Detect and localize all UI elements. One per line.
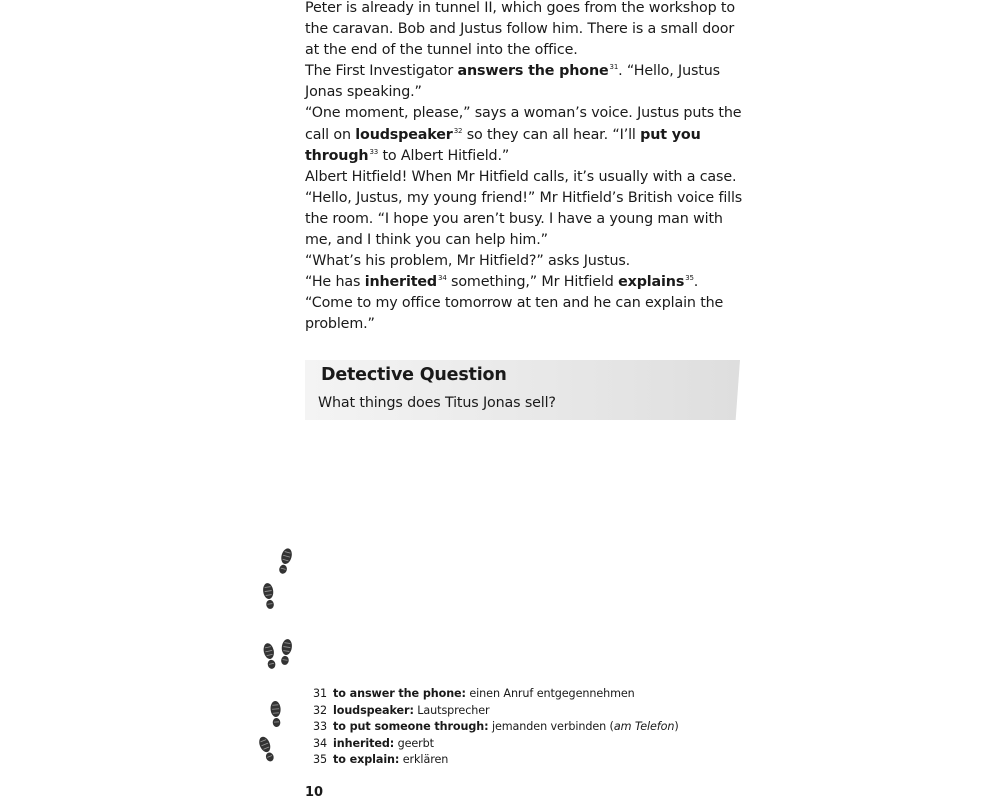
glossary-number: 35 (313, 753, 328, 767)
text-run: something,” Mr Hitfield (446, 274, 619, 291)
paragraph-4: Albert Hitfield! When Mr Hitfield calls, it’s usually with a case. (305, 168, 737, 185)
detective-question-text: What things does Titus Jonas sell? (318, 395, 556, 411)
text-run: . “Come to my office tomorrow at ten and he can explain the problem.” (305, 274, 724, 333)
glossary-translation: jemanden verbinden ( (488, 720, 614, 734)
glossary (313, 686, 743, 769)
glossary-row (313, 719, 743, 736)
footnote-ref: 33 (369, 147, 379, 156)
story-text (305, 0, 743, 336)
paragraph-6: “What’s his problem, Mr Hitfield?” asks Justus. (305, 253, 631, 270)
glossary-term: put you through (305, 126, 701, 164)
glossary-number: 32 (313, 703, 328, 717)
glossary-term: answers the phone (457, 63, 609, 80)
page-number: 10 (305, 785, 324, 800)
glossary-number: 33 (313, 720, 328, 734)
text-run: The First Investigator (305, 63, 458, 80)
glossary-translation: geerbt (394, 736, 434, 750)
text-run: so they can all hear. “I’ll (462, 126, 641, 143)
paragraph-7 (305, 272, 743, 335)
footnote-ref: 34 (438, 274, 447, 283)
paragraph-5: “Hello, Justus, my young friend!” Mr Hitfield’s British voice fills the room. “I hope you aren’t busy. I have a young man with me, and I think you can help him.” (305, 189, 743, 249)
glossary-term: explains (618, 274, 685, 291)
text-run: “He has (305, 274, 365, 291)
glossary-row (313, 736, 743, 753)
glossary-row (313, 703, 743, 720)
glossary-row (313, 686, 743, 703)
glossary-translation: erklären (399, 753, 449, 767)
text-run: “One moment, please,” says a woman’s voice. Justus puts the call on (305, 105, 742, 143)
glossary-note-close: ) (674, 720, 679, 734)
glossary-number: 34 (313, 736, 328, 750)
footprints-icon (252, 540, 302, 772)
text-run: . “Hello, Justus Jonas speaking.” (305, 63, 720, 101)
footnote-ref: 35 (685, 274, 694, 283)
glossary-term: to put someone through: (333, 720, 489, 734)
paragraph-2 (305, 61, 743, 103)
text-run: to Albert Hitfield.” (378, 147, 510, 164)
glossary-term: loudspeaker: (333, 703, 414, 717)
footnote-ref: 31 (609, 63, 619, 72)
glossary-number: 31 (313, 687, 328, 700)
glossary-row (313, 752, 743, 769)
detective-question-heading: Detective Question (321, 365, 507, 385)
glossary-translation: Lautsprecher (413, 703, 490, 717)
glossary-translation: einen Anruf entgegennehmen (465, 687, 635, 700)
glossary-term: to answer the phone: (333, 687, 466, 700)
glossary-term: inherited (364, 274, 438, 291)
paragraph-3 (305, 103, 743, 166)
glossary-term: to explain: (333, 753, 400, 767)
glossary-term: loudspeaker (355, 126, 453, 143)
glossary-note: am Telefon (613, 720, 675, 734)
paragraph-1: Peter is already in tunnel II, which goes from the workshop to the caravan. Bob and Justus follow him. There is a small door at the end of the tunnel into the office. (305, 0, 735, 59)
glossary-term: inherited: (333, 736, 395, 750)
footnote-ref: 32 (453, 126, 463, 135)
